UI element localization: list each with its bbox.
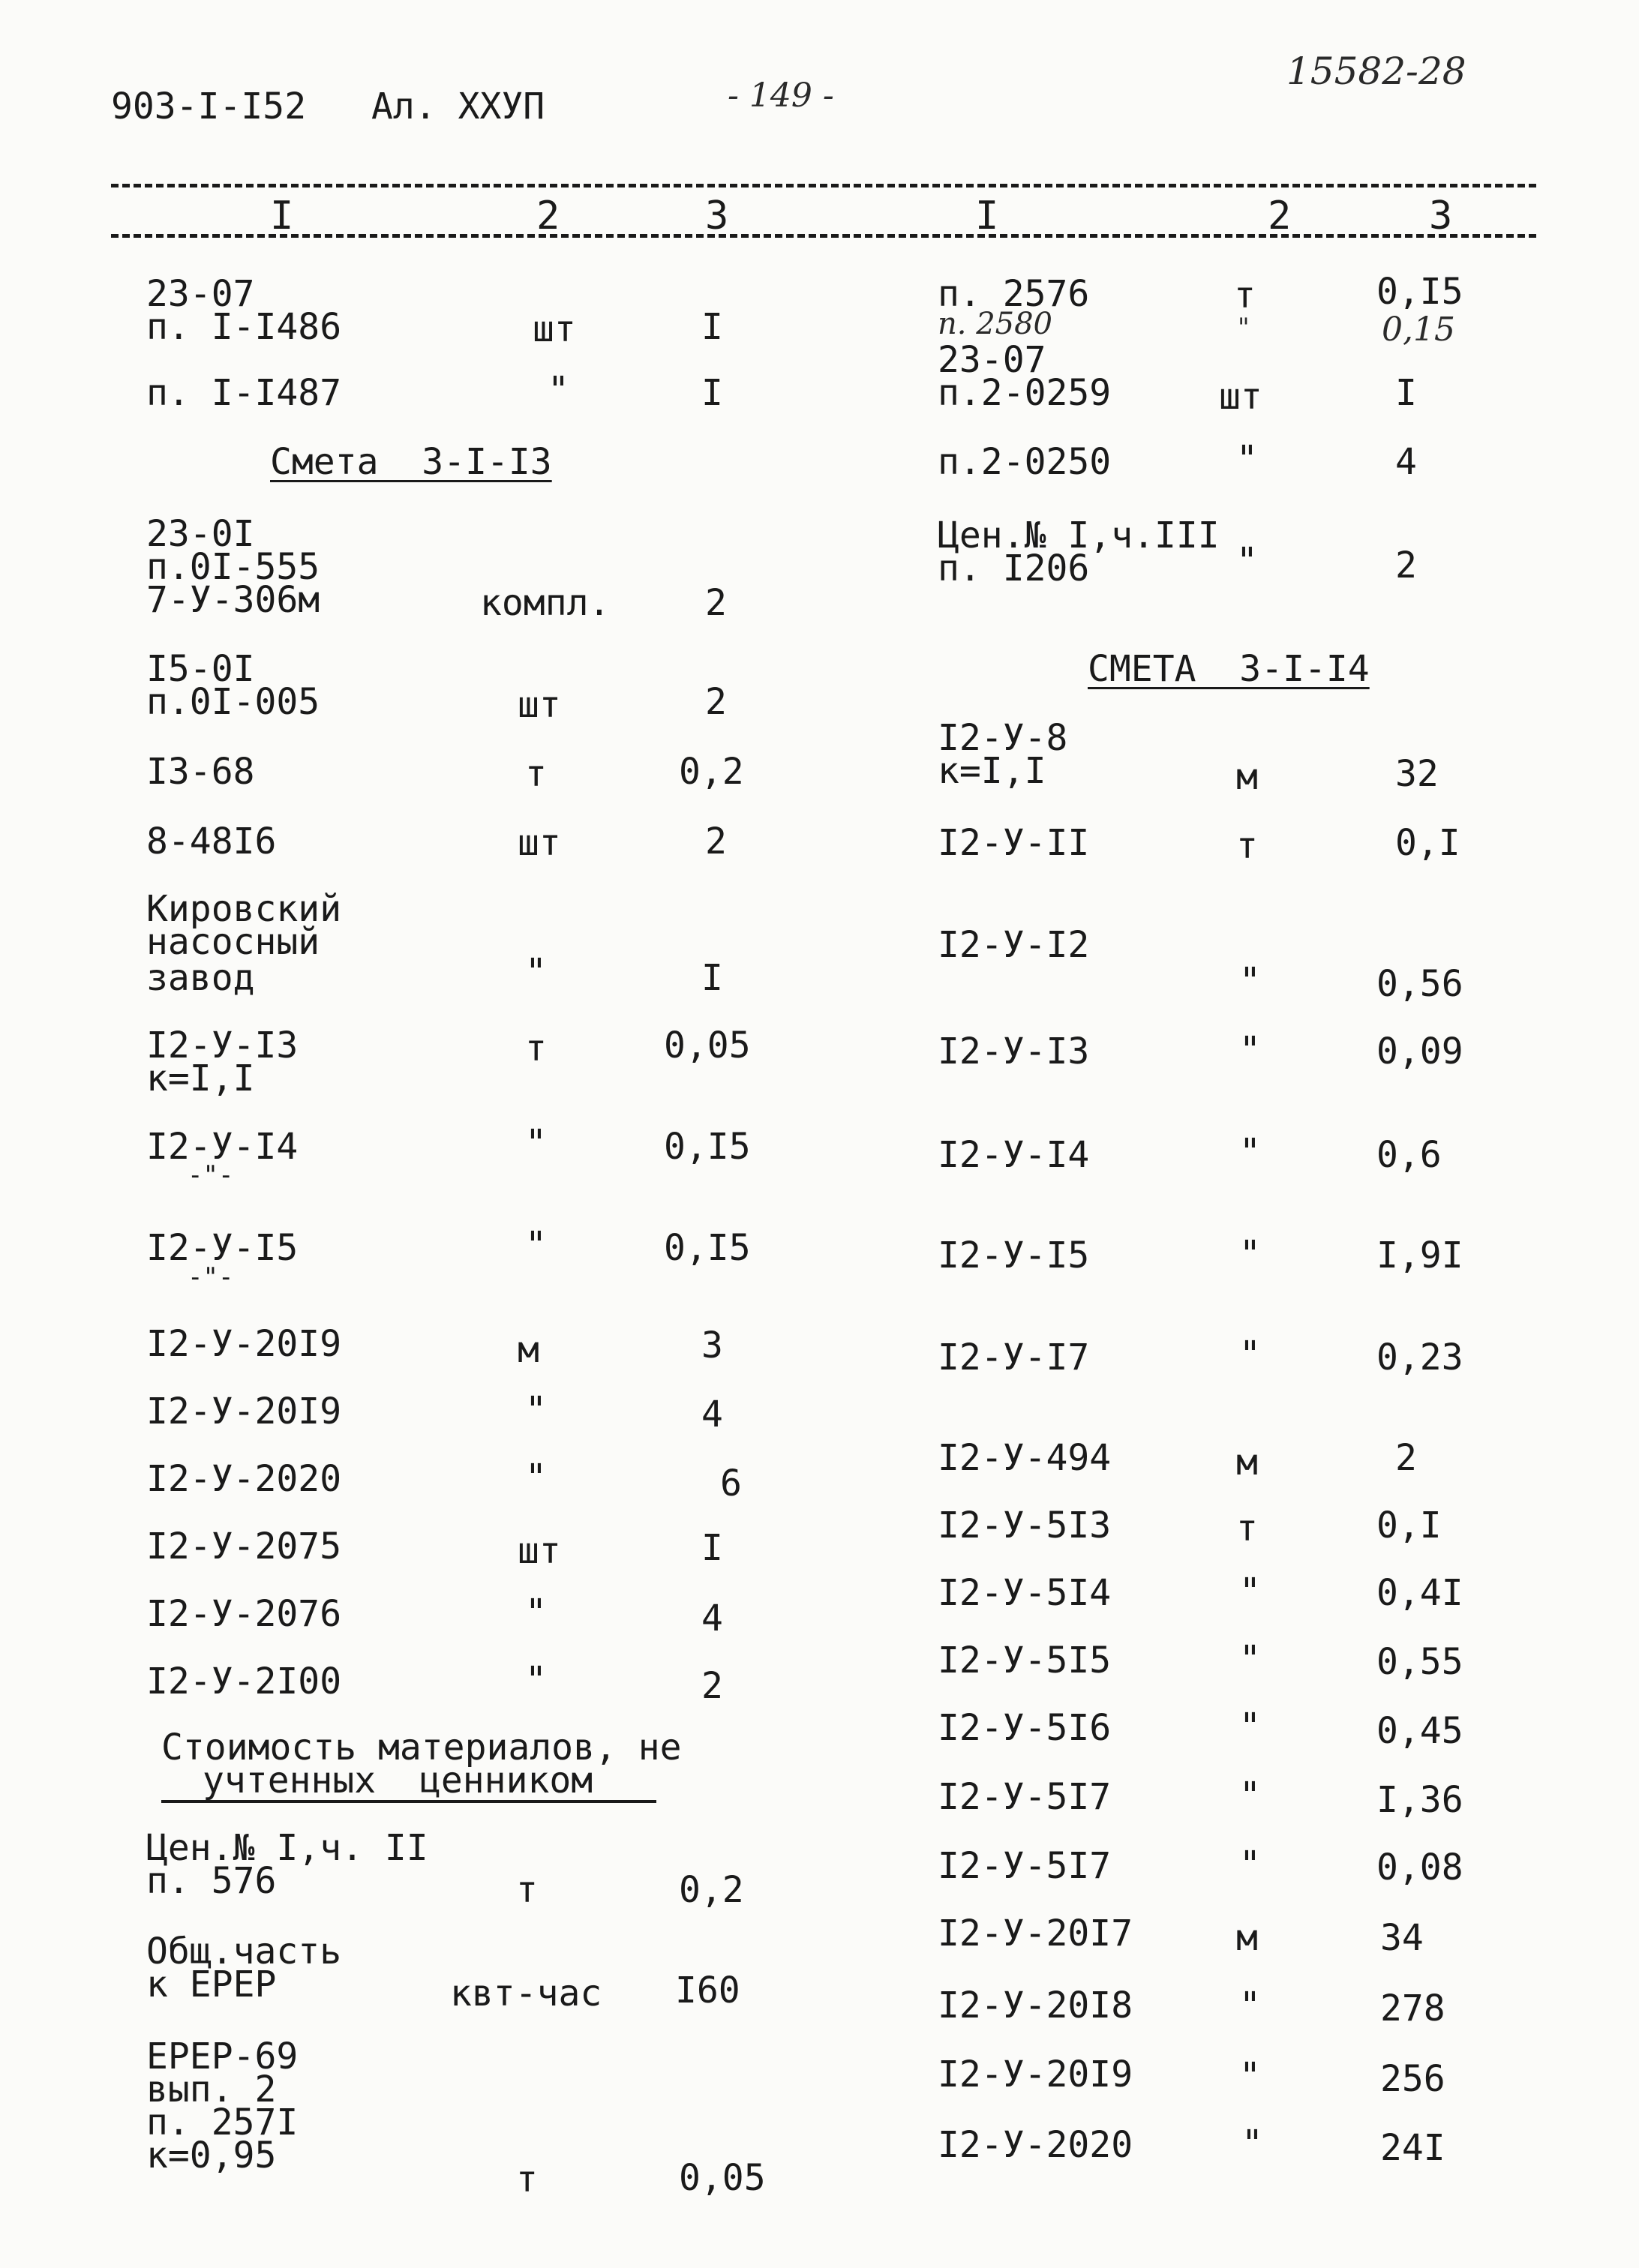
list-item-unit: " [1236, 540, 1258, 582]
column-header-left-2: 2 [536, 194, 560, 238]
list-item-unit: м [1236, 756, 1258, 798]
list-item-qty: 2 [1395, 1437, 1417, 1479]
document-code: 903-I-I52 [111, 86, 307, 128]
list-item-code: I2-У-I4 [146, 1126, 299, 1168]
list-item-qty: 2 [1395, 544, 1417, 586]
list-item-qty: 0,4I [1376, 1572, 1463, 1614]
list-item-code: I2-У-20I8 [938, 1984, 1133, 2026]
list-item-qty: 4 [1395, 441, 1417, 483]
list-item-code: I2-У-II [938, 822, 1090, 864]
list-item-qty: 32 [1395, 753, 1439, 795]
list-item-code: Цен.№ I,ч.III [938, 514, 1220, 556]
list-item-code: I2-У-5I7 [938, 1845, 1112, 1887]
list-item-code: насосный [146, 921, 320, 963]
cost-note-line-1: Стоимость материалов, не [161, 1726, 682, 1768]
list-item-code: I2-У-I5 [938, 1234, 1090, 1276]
list-item-qty: I [701, 957, 723, 999]
list-item-code: I2-У-20I9 [938, 2054, 1133, 2096]
list-item-code: I2-У-I5 [146, 1227, 299, 1269]
list-item-code: I2-У-2020 [146, 1458, 342, 1500]
list-item-qty: 0,I [1395, 822, 1460, 864]
list-item-qty: 3 [701, 1324, 723, 1366]
list-item-unit: " [1239, 960, 1261, 1002]
list-item-qty: 0,2 [679, 751, 744, 793]
list-item-unit: шт [518, 684, 561, 726]
list-item-unit: " [1239, 1984, 1261, 2026]
section-heading-smeta-3-I-I4: СМЕТА 3-I-I4 [1088, 648, 1370, 690]
list-item-unit: т [525, 753, 547, 795]
list-item-unit: компл. [480, 582, 611, 624]
list-item-unit: м [518, 1329, 539, 1371]
page-number: - 149 - [728, 76, 834, 115]
list-item-qty: 0,I5 [1376, 271, 1463, 313]
list-item-code: I2-У-20I9 [146, 1323, 342, 1365]
list-item-ditto: -"- [188, 1262, 234, 1292]
list-item-qty: 24I [1380, 2127, 1445, 2169]
list-item-unit: " [1239, 1233, 1261, 1275]
list-item-qty: 0,I [1376, 1504, 1442, 1546]
list-item-qty: 0,6 [1376, 1134, 1442, 1176]
list-item-unit: квт-час [450, 1972, 602, 2014]
list-item-code: 23-07 [146, 273, 255, 315]
list-item-unit: " [525, 1592, 547, 1634]
list-item-code: п. I206 [938, 548, 1090, 590]
cost-note-line-2: учтенных ценником [203, 1760, 593, 1802]
list-item-qty: I [701, 372, 723, 414]
list-item-unit: т [525, 1028, 547, 1070]
list-item-code: п.2-0250 [938, 441, 1112, 483]
list-item-qty: 0,2 [679, 1869, 744, 1911]
list-item-code: I2-У-I3 [938, 1030, 1090, 1072]
list-item-qty: 0,56 [1376, 963, 1463, 1005]
list-item-code: 23-07 [938, 339, 1046, 381]
list-item-qty: 4 [701, 1394, 723, 1436]
list-item-code: I2-У-I7 [938, 1336, 1090, 1378]
list-item-code: I2-У-20I7 [938, 1912, 1133, 1954]
list-item-code: ЕРЕР-69 [146, 2036, 299, 2078]
list-item-code: завод [146, 957, 255, 999]
list-item-qty: 0,09 [1376, 1030, 1463, 1072]
list-item-code: 7-У-306м [146, 579, 320, 621]
list-item-unit: шт [1219, 376, 1262, 418]
column-header-left-3: 3 [705, 194, 729, 238]
list-item-code: к=0,95 [146, 2134, 277, 2176]
list-item-code: I2-У-8 [938, 717, 1068, 759]
list-item-code: I2-У-I4 [938, 1134, 1090, 1176]
list-item-qty: 2 [705, 820, 727, 862]
list-item-code: I2-У-2I00 [146, 1660, 342, 1702]
list-item-qty: 0,05 [664, 1024, 751, 1066]
list-item-code: к ЕРЕР [146, 1964, 277, 2006]
list-item-unit: " [525, 1389, 547, 1431]
list-item-unit: т [1236, 825, 1258, 867]
list-item-code: I2-У-2020 [938, 2124, 1133, 2166]
column-header-right-1: I [975, 194, 999, 238]
list-item-code: I2-У-5I6 [938, 1707, 1112, 1749]
list-item-qty: 34 [1380, 1917, 1424, 1959]
handwritten-item-unit: " [1238, 313, 1250, 343]
list-item-code: п. I-I486 [146, 306, 342, 348]
list-item-qty: I [1395, 372, 1417, 414]
list-item-unit: " [548, 369, 569, 411]
list-item-code: п. I-I487 [146, 372, 342, 414]
list-item-code: Общ.часть [146, 1930, 342, 1972]
list-item-unit: " [1241, 2122, 1263, 2164]
list-item-code: 8-48I6 [146, 820, 277, 862]
document-number: 15582-28 [1286, 50, 1466, 93]
list-item-code: п. 2576 [938, 273, 1090, 315]
list-item-code: вып. 2 [146, 2068, 277, 2110]
top-rule [111, 184, 1536, 188]
list-item-unit: " [525, 1659, 547, 1701]
column-header-right-2: 2 [1268, 194, 1292, 238]
list-item-code: к=I,I [146, 1058, 255, 1100]
list-item-code: I2-У-494 [938, 1437, 1112, 1479]
list-item-unit: шт [518, 1530, 561, 1572]
list-item-code: п. 257I [146, 2102, 299, 2144]
list-item-qty: 0,23 [1376, 1336, 1463, 1378]
list-item-qty: I,9I [1376, 1234, 1463, 1276]
list-item-qty: I [701, 1527, 723, 1569]
list-item-unit: шт [533, 308, 576, 350]
list-item-code: I2-У-2075 [146, 1526, 342, 1568]
list-item-unit: " [525, 1122, 547, 1164]
list-item-unit: " [1239, 1131, 1261, 1173]
section-heading-smeta-3-I-I3: Смета 3-I-I3 [270, 441, 552, 483]
list-item-code: I5-0I [146, 648, 255, 690]
list-item-unit: " [1239, 1334, 1261, 1376]
list-item-code: I3-68 [146, 751, 255, 793]
list-item-unit: " [525, 951, 547, 993]
column-header-right-3: 3 [1429, 194, 1453, 238]
list-item-qty: 256 [1380, 2058, 1445, 2100]
list-item-unit: " [525, 1456, 547, 1498]
list-item-code: к=I,I [938, 750, 1046, 792]
list-item-code: 23-0I [146, 513, 255, 555]
list-item-qty: 4 [701, 1598, 723, 1640]
header-rule [111, 234, 1536, 238]
list-item-ditto: -"- [188, 1160, 234, 1190]
list-item-unit: " [1236, 438, 1258, 480]
list-item-qty: I60 [675, 1970, 740, 2012]
list-item-code: I2-У-5I3 [938, 1504, 1112, 1546]
list-item-unit: т [516, 1869, 538, 1911]
list-item-unit: " [1239, 1774, 1261, 1816]
list-item-qty: 0,55 [1376, 1641, 1463, 1683]
list-item-code: I2-У-20I9 [146, 1390, 342, 1432]
list-item-code: I2-У-I2 [938, 924, 1090, 966]
list-item-qty: 0,45 [1376, 1710, 1463, 1752]
list-item-unit: " [1239, 1570, 1261, 1612]
cost-note-underline [161, 1800, 656, 1803]
list-item-code: I2-У-2076 [146, 1593, 342, 1635]
list-item-qty: 2 [705, 681, 727, 723]
list-item-unit: м [1236, 1917, 1258, 1959]
list-item-code: п. 576 [146, 1860, 277, 1902]
list-item-qty: 0,08 [1376, 1846, 1463, 1888]
list-item-code: Кировский [146, 888, 342, 930]
list-item-code: п.0I-555 [146, 546, 320, 588]
list-item-qty: 2 [701, 1665, 723, 1707]
list-item-qty: 0,05 [679, 2157, 766, 2199]
list-item-qty: 278 [1380, 1988, 1445, 2030]
list-item-unit: " [525, 1224, 547, 1266]
list-item-unit: м [1236, 1442, 1258, 1484]
list-item-unit: шт [518, 822, 561, 864]
list-item-unit: " [1239, 1638, 1261, 1680]
list-item-code: I2-У-I3 [146, 1024, 299, 1066]
list-item-unit: т [1234, 274, 1256, 316]
list-item-code: I2-У-5I7 [938, 1776, 1112, 1818]
list-item-qty: I,36 [1376, 1779, 1463, 1821]
list-item-qty: 6 [720, 1462, 742, 1504]
album-number: Ал. ХХУП [371, 86, 545, 128]
list-item-unit: т [1236, 1508, 1258, 1550]
list-item-unit: " [1239, 1706, 1261, 1748]
list-item-qty: I [701, 306, 723, 348]
list-item-code: I2-У-5I4 [938, 1572, 1112, 1614]
list-item-qty: 2 [705, 582, 727, 624]
handwritten-item-qty: 0,15 [1382, 310, 1455, 349]
list-item-unit: " [1239, 2055, 1261, 2097]
list-item-qty: 0,I5 [664, 1227, 751, 1269]
handwritten-item-code: п. 2580 [938, 307, 1052, 341]
list-item-code: п.0I-005 [146, 681, 320, 723]
list-item-code: Цен.№ I,ч. II [146, 1827, 428, 1869]
list-item-code: п.2-0259 [938, 372, 1112, 414]
list-item-unit: " [1239, 1844, 1261, 1886]
list-item-unit: " [1239, 1029, 1261, 1071]
list-item-qty: 0,I5 [664, 1126, 751, 1168]
list-item-unit: т [516, 2158, 538, 2200]
column-header-left-1: I [270, 194, 294, 238]
list-item-code: I2-У-5I5 [938, 1640, 1112, 1682]
